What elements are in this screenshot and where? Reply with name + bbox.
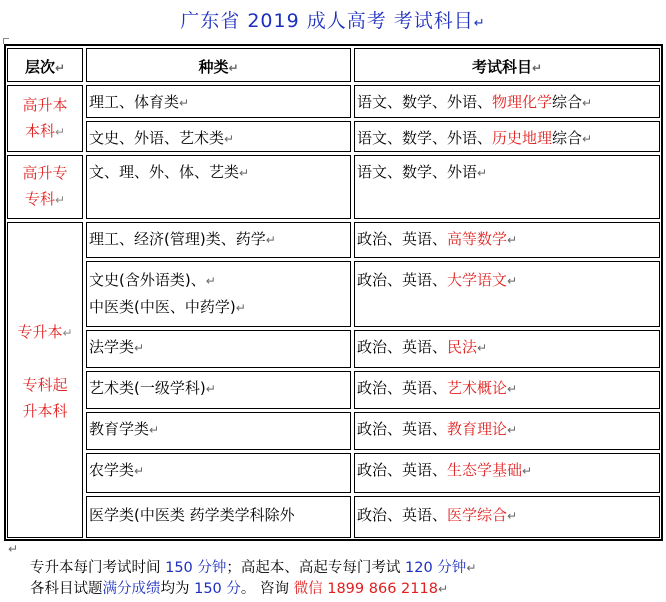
category-text: 农学类 [89,461,135,479]
subjects-common: 语文、数学、外语、 [357,93,493,111]
paragraph-mark-icon: ↵ [228,61,239,75]
subjects-common: 政治、英语、 [357,420,448,438]
subjects-special: 艺术概论 [447,379,508,397]
category-text: 医学类(中医类 药学类学科除外 [89,506,295,524]
row-subjects [354,121,660,152]
level-line [8,319,82,346]
paragraph-mark-icon: ↵ [531,61,543,75]
paragraph-mark-icon: ↵ [507,382,518,396]
category-text-line2: 中医类(中医、中药学) [89,298,236,316]
paragraph-mark-icon: ↵ [477,166,488,180]
footer-text: 。 咨询 [240,581,294,597]
category-text: 理工、经济(管理)类、药学 [89,230,266,248]
paragraph-mark-icon: ↵ [54,193,66,207]
page-title [0,6,666,33]
subjects-special: 大学语文 [447,271,508,289]
category-text: 法学类 [89,338,135,356]
row-subjects [354,371,660,409]
paragraph-mark-icon: ↵ [582,132,593,146]
row-subjects [354,222,660,258]
paragraph-mark-icon: ↵ [8,542,19,556]
paragraph-mark-icon: ↵ [437,582,448,596]
footer-text: 各科目试题 [30,581,103,597]
row-category [86,261,351,327]
paragraph-mark-icon: ↵ [466,561,477,575]
paragraph-mark-icon: ↵ [179,96,190,110]
level-line [8,118,82,145]
level-line: 高升专 [22,164,68,182]
category-text: 理工、体育类 [89,93,180,111]
footer-value: 120 分钟 [405,560,467,576]
paragraph-mark-icon: ↵ [507,233,518,247]
subjects-special: 历史地理 [492,129,553,147]
subjects-common: 政治、英语、 [357,271,448,289]
level-gaoshengben [7,85,83,152]
row-category [86,121,351,152]
paragraph-mark-icon: ↵ [235,301,246,315]
subjects-tail: 综合 [552,93,583,111]
paragraph-mark-icon: ↵ [239,166,250,180]
paragraph-mark-icon: ↵ [205,274,216,288]
paragraph-mark-icon: ↵ [54,125,66,139]
level-line-text: 专科 [24,190,55,208]
header-category-text: 种类 [198,58,229,76]
level-line-text: 专升本 [17,323,63,341]
subjects-special: 高等数学 [447,230,508,248]
level-line: 升本科 [22,402,68,420]
header-subjects [354,48,660,82]
footer-text: 专升本每门考试时间 [30,560,166,576]
paragraph-mark-icon: ↵ [134,341,145,355]
level-line: 专科起 [22,376,68,394]
subjects-special: 民法 [447,338,478,356]
row-category [86,371,351,409]
header-level-text: 层次 [24,58,55,76]
paragraph-mark-icon: ↵ [134,464,145,478]
contact-wechat: 微信 1899 866 2118 [293,581,438,597]
row-category [86,412,351,450]
row-category [86,222,351,258]
paragraph-mark-icon: ↵ [149,423,160,437]
subjects-special: 教育理论 [447,420,508,438]
row-subjects [354,85,660,118]
header-subjects-text: 考试科目 [471,58,532,76]
row-subjects [354,155,660,219]
row-category [86,155,351,219]
subjects-tail: 综合 [552,129,583,147]
subjects-common: 政治、英语、 [357,461,448,479]
footer-text: ；高起本、高起专每门考试 [226,560,406,576]
subjects-common: 政治、英语、 [357,338,448,356]
footer-value: 150 分钟 [165,560,227,576]
paragraph-mark-icon: ↵ [265,233,276,247]
row-category [86,85,351,118]
paragraph-mark-icon: ↵ [54,61,66,75]
level-line: 高升本 [22,96,68,114]
row-subjects [354,453,660,493]
paragraph-mark-icon: ↵ [522,464,533,478]
category-text: 教育学类 [89,420,150,438]
paragraph-mark-icon: ↵ [507,423,518,437]
subjects-common: 政治、英语、 [357,230,448,248]
footer-value: 满分成绩 [102,581,161,597]
header-level [7,48,83,82]
paragraph-mark-icon: ↵ [473,16,486,31]
category-text: 文史(含外语类)、 [89,271,206,289]
subjects-special: 生态学基础 [447,461,523,479]
subjects-common: 语文、数学、外语 [357,163,478,181]
footer-line-score [30,579,448,599]
row-category [86,330,351,368]
subjects-common: 语文、数学、外语、 [357,129,493,147]
row-subjects [354,412,660,450]
category-text: 文、理、外、体、艺类 [89,163,240,181]
paragraph-mark-icon: ↵ [205,382,216,396]
row-subjects [354,330,660,368]
subjects-special: 医学综合 [447,506,508,524]
paragraph-mark-icon: ↵ [224,132,235,146]
subjects-common: 政治、英语、 [357,506,448,524]
paragraph-mark-icon: ↵ [582,96,593,110]
footer-value: 150 分 [194,581,241,597]
header-category [86,48,351,82]
paragraph-mark-icon: ↵ [62,326,73,340]
subjects-special: 物理化学 [492,93,553,111]
level-line [8,186,82,213]
category-text: 艺术类(一级学科) [89,379,206,397]
row-category [86,496,351,538]
row-subjects [354,496,660,538]
title-text: 广东省 2019 成人高考 考试科目 [180,10,474,32]
row-category [86,453,351,493]
subjects-common: 政治、英语、 [357,379,448,397]
level-gaoshengzhuan [7,155,83,219]
row-subjects [354,261,660,327]
paragraph-mark-icon: ↵ [507,274,518,288]
paragraph-mark-icon: ↵ [477,341,488,355]
footer-line-time [30,558,476,578]
footer-text: 均为 [160,581,195,597]
level-line-text: 本科 [24,122,55,140]
level-zhuanshengben [7,222,83,538]
paragraph-mark-icon: ↵ [507,509,518,523]
category-text: 文史、外语、艺术类 [89,129,225,147]
level-gap [8,346,82,372]
